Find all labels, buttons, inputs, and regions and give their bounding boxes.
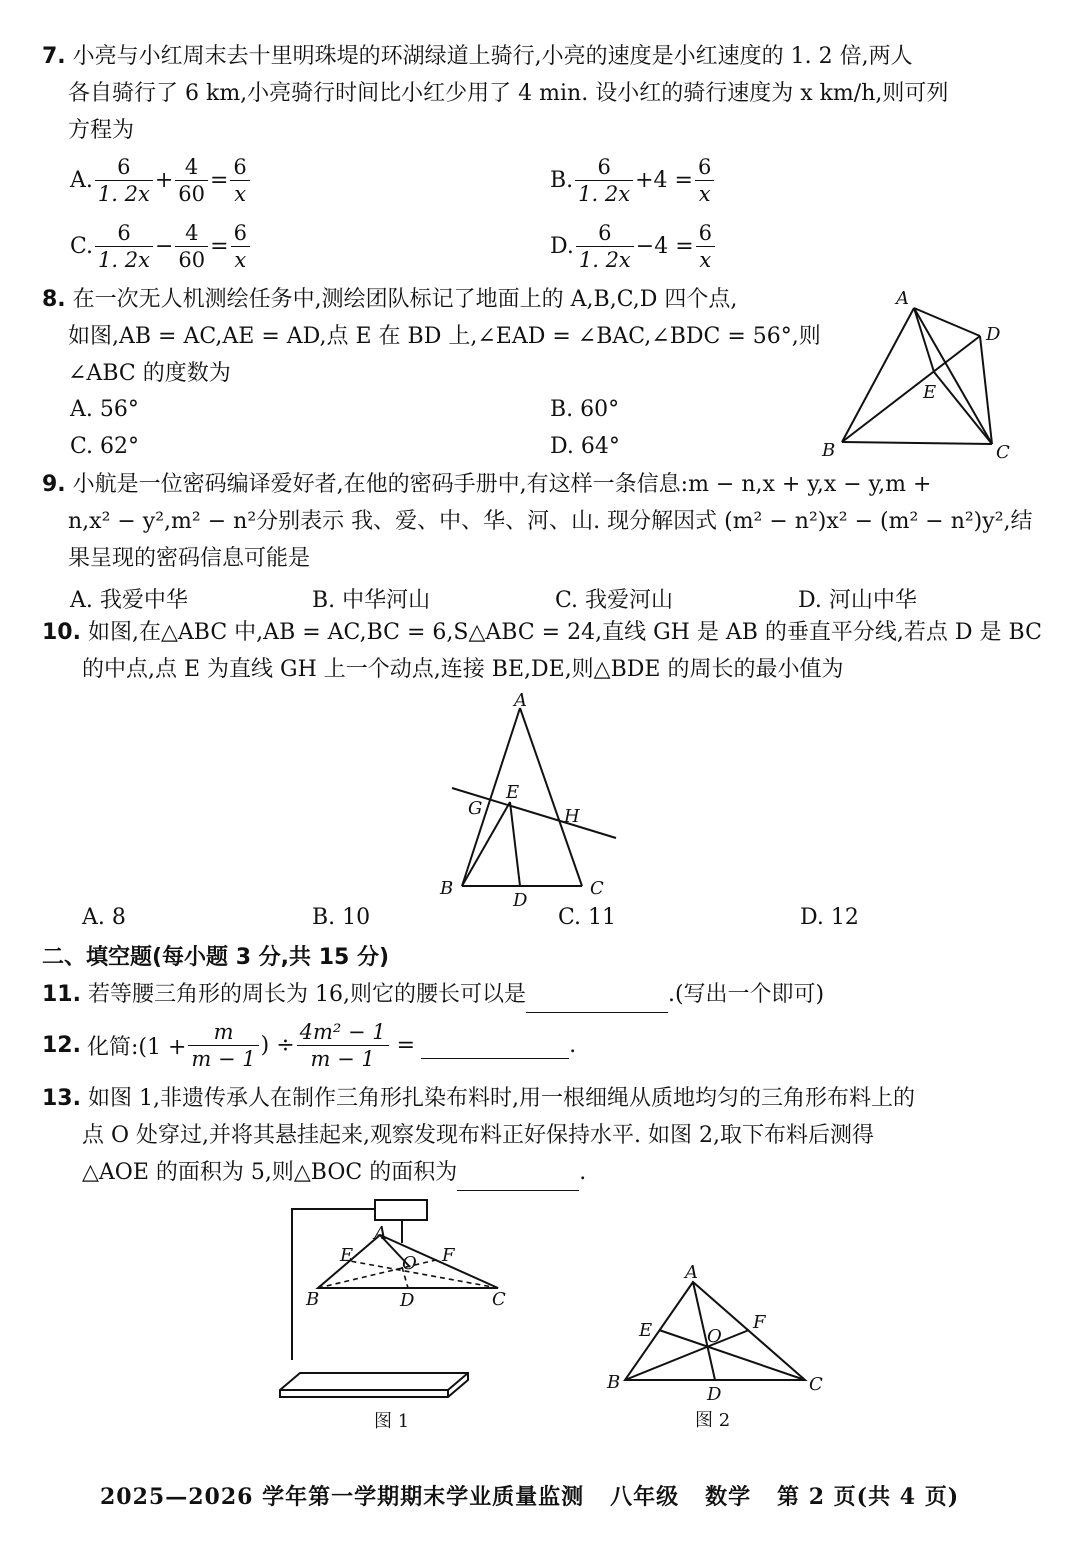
q10-option-b[interactable]: B. 10 bbox=[312, 905, 371, 930]
fig2-caption: 图 2 bbox=[695, 1410, 731, 1431]
q10-label-a: A bbox=[514, 690, 527, 711]
q7-number: 7. bbox=[42, 44, 66, 69]
q10-number: 10. bbox=[42, 620, 81, 645]
q7-text-1: 小亮与小红周末去十里明珠堤的环湖绿道上骑行,小亮的速度是小红速度的 1. 2 倍,两人 bbox=[72, 44, 913, 69]
fig2-label-a: A bbox=[685, 1262, 698, 1283]
fig1-caption: 图 1 bbox=[374, 1411, 410, 1432]
q9-text-3: 果呈现的密码信息可能是 bbox=[68, 546, 311, 571]
q8-seg-ac bbox=[914, 308, 992, 444]
q7-line1 bbox=[42, 38, 913, 75]
q12-line bbox=[42, 1013, 576, 1077]
q8-line1 bbox=[42, 281, 737, 318]
fig1-label-o: O bbox=[402, 1253, 417, 1274]
q8-text-3: ∠ABC 的度数为 bbox=[68, 361, 231, 386]
fig1-label-b: B bbox=[306, 1289, 320, 1310]
fig1-label-a: A bbox=[374, 1223, 387, 1244]
q7-a-frac1: $\frac{6}{1. 2x}$ bbox=[95, 154, 153, 207]
fig2-label-f: F bbox=[753, 1312, 766, 1333]
q12-number: 12. bbox=[42, 1032, 81, 1058]
q7-option-a-label: A. bbox=[70, 167, 93, 193]
q7-c-frac3: $\frac{6}{x}$ bbox=[231, 220, 250, 273]
q11-line bbox=[42, 976, 824, 1013]
fig1-label-d: D bbox=[400, 1290, 415, 1311]
q13-text-2: 点 O 处穿过,并将其悬挂起来,观察发现布料正好保持水平. 如图 2,取下布料后测得 bbox=[82, 1123, 874, 1148]
q13-line1 bbox=[42, 1080, 915, 1117]
q8-option-b[interactable]: B. 60° bbox=[550, 397, 620, 422]
q7-d-mid: −4 = bbox=[635, 233, 694, 259]
q7-c-frac1: $\frac{6}{1. 2x}$ bbox=[95, 220, 153, 273]
q7-option-d[interactable] bbox=[550, 214, 717, 278]
q10-label-g: G bbox=[468, 798, 483, 819]
q7-c-op: − bbox=[154, 233, 174, 259]
q7-a-frac2: $\frac{4}{60}$ bbox=[175, 154, 208, 207]
q8-option-a[interactable]: A. 56° bbox=[70, 397, 139, 422]
q8-seg-ab bbox=[842, 308, 914, 442]
q8-seg-ae bbox=[914, 308, 934, 372]
q10-label-c: C bbox=[590, 878, 604, 899]
q7-option-b[interactable] bbox=[550, 148, 716, 212]
q8-number: 8. bbox=[42, 287, 66, 312]
q10-text-2: 的中点,点 E 为直线 GH 上一个动点,连接 BE,DE,则△BDE 的周长的最小值为 bbox=[82, 657, 844, 682]
q11-answer-blank[interactable] bbox=[526, 986, 668, 1013]
q9-option-c[interactable]: C. 我爱河山 bbox=[555, 588, 674, 613]
q12-frac2: $\frac{\text{4m² − 1}}{m - 1}$ bbox=[297, 1019, 389, 1072]
q13-figure-1 bbox=[270, 1195, 540, 1440]
q13-answer-blank[interactable] bbox=[457, 1164, 579, 1191]
q9-text-1: 小航是一位密码编译爱好者,在他的密码手册中,有这样一条信息:m − n,x + y,x − y,m + bbox=[72, 472, 932, 497]
fig1-label-c: C bbox=[492, 1289, 506, 1310]
q8-label-e: E bbox=[923, 382, 937, 403]
fig2-label-d: D bbox=[707, 1384, 722, 1405]
q13-text-3: △AOE 的面积为 5,则△BOC 的面积为 bbox=[82, 1160, 458, 1185]
q8-option-d[interactable]: D. 64° bbox=[550, 434, 620, 459]
q7-option-c[interactable] bbox=[70, 214, 252, 278]
q7-text-2: 各自骑行了 6 km,小亮骑行时间比小红少用了 4 min. 设小红的骑行速度为 x km/h,则可列 bbox=[68, 81, 949, 106]
q11-text-post: .(写出一个即可) bbox=[667, 982, 825, 1007]
q9-option-a[interactable]: A. 我爱中华 bbox=[70, 588, 188, 613]
q8-option-c[interactable]: C. 62° bbox=[70, 434, 140, 459]
fig1-stand-arm bbox=[292, 1209, 375, 1360]
q8-seg-ec bbox=[934, 372, 992, 444]
fig2-label-c: C bbox=[809, 1374, 823, 1395]
q7-d-frac3: $\frac{6}{x}$ bbox=[696, 220, 715, 273]
q7-c-eq: = bbox=[210, 233, 229, 259]
q9-number: 9. bbox=[42, 472, 66, 497]
q10-label-b: B bbox=[440, 878, 454, 899]
q12-text-mid: ) ÷ bbox=[260, 1032, 295, 1058]
q10-seg-de bbox=[510, 802, 520, 886]
q7-a-eq: = bbox=[209, 167, 229, 193]
q7-option-b-label: B. bbox=[550, 167, 574, 193]
q10-label-h: H bbox=[564, 806, 580, 827]
q12-text-post: . bbox=[569, 1032, 577, 1058]
q12-frac1: $\frac{m}{m - 1}$ bbox=[188, 1019, 258, 1072]
q8-text-1: 在一次无人机测绘任务中,测绘团队标记了地面上的 A,B,C,D 四个点, bbox=[72, 287, 738, 312]
q7-b-mid: +4 = bbox=[635, 167, 693, 193]
q7-text-3: 方程为 bbox=[68, 118, 135, 143]
q12-text-pre: 化简:(1 + bbox=[86, 1034, 187, 1060]
q7-d-frac1: $\frac{6}{1. 2x}$ bbox=[576, 220, 634, 273]
q12-answer-blank[interactable] bbox=[421, 1032, 569, 1059]
q13-number: 13. bbox=[42, 1086, 81, 1111]
q10-option-a[interactable]: A. 8 bbox=[82, 905, 126, 930]
q13-line3 bbox=[82, 1154, 586, 1191]
q7-c-frac2: $\frac{4}{60}$ bbox=[175, 220, 208, 273]
q11-number: 11. bbox=[42, 982, 81, 1007]
fig1-hanger-block bbox=[375, 1200, 427, 1220]
q7-a-op: + bbox=[154, 167, 174, 193]
q7-option-a[interactable] bbox=[70, 148, 252, 212]
q8-figure bbox=[810, 282, 1030, 467]
q8-label-d: D bbox=[986, 324, 1001, 345]
q10-figure bbox=[430, 690, 630, 910]
q10-label-d: D bbox=[513, 890, 528, 910]
section-fill-blank-heading: 二、填空题(每小题 3 分,共 15 分) bbox=[42, 945, 390, 970]
q8-label-a: A bbox=[896, 288, 909, 309]
q7-a-frac3: $\frac{6}{x}$ bbox=[230, 154, 249, 207]
q10-text-1: 如图,在△ABC 中,AB = AC,BC = 6,S△ABC = 24,直线 GH 是 AB 的垂直平分线,若点 D 是 BC bbox=[87, 620, 1042, 645]
fig1-label-f: F bbox=[442, 1245, 455, 1266]
fig2-label-o: O bbox=[707, 1326, 722, 1347]
q9-option-b[interactable]: B. 中华河山 bbox=[312, 588, 431, 613]
q10-seg-ac bbox=[520, 708, 582, 886]
q13-figure-2 bbox=[595, 1258, 835, 1443]
q8-seg-ad bbox=[914, 308, 980, 336]
q8-seg-bc bbox=[842, 442, 992, 444]
q10-option-d[interactable]: D. 12 bbox=[800, 905, 859, 930]
q10-option-c[interactable]: C. 11 bbox=[558, 905, 617, 930]
fig2-label-b: B bbox=[607, 1372, 621, 1393]
q9-line1 bbox=[42, 466, 931, 503]
q8-seg-bd bbox=[842, 336, 980, 442]
fig1-label-e: E bbox=[340, 1245, 354, 1266]
q8-text-2: 如图,AB = AC,AE = AD,点 E 在 BD 上,∠EAD = ∠BAC,∠BDC = 56°,则 bbox=[68, 324, 821, 349]
q8-label-b: B bbox=[822, 440, 836, 461]
q13-text-1: 如图 1,非遗传承人在制作三角形扎染布料时,用一根细绳从质地均匀的三角形布料上的 bbox=[87, 1086, 915, 1111]
q9-option-d[interactable]: D. 河山中华 bbox=[798, 588, 917, 613]
q13-text-post: . bbox=[579, 1160, 587, 1185]
q7-option-d-label: D. bbox=[550, 233, 574, 259]
page-footer: 2025—2026 学年第一学期期末学业质量监测 八年级 数学 第 2 页(共 4 页) bbox=[100, 1484, 960, 1510]
q12-eq: = bbox=[396, 1032, 416, 1058]
q11-text: 若等腰三角形的周长为 16,则它的腰长可以是 bbox=[87, 982, 526, 1007]
q7-option-c-label: C. bbox=[70, 233, 94, 259]
q7-b-frac1: $\frac{6}{1. 2x}$ bbox=[575, 154, 633, 207]
q10-line1 bbox=[42, 614, 1042, 651]
fig1-base bbox=[280, 1373, 468, 1397]
fig2-label-e: E bbox=[639, 1320, 653, 1341]
q10-label-e: E bbox=[506, 782, 520, 803]
q7-b-frac3: $\frac{6}{x}$ bbox=[695, 154, 714, 207]
q8-label-c: C bbox=[996, 442, 1010, 463]
q9-text-2: n,x² − y²,m² − n²分别表示 我、爱、中、华、河、山. 现分解因式 (m² − n²)x² − (m² − n²)y²,结 bbox=[68, 509, 1033, 534]
